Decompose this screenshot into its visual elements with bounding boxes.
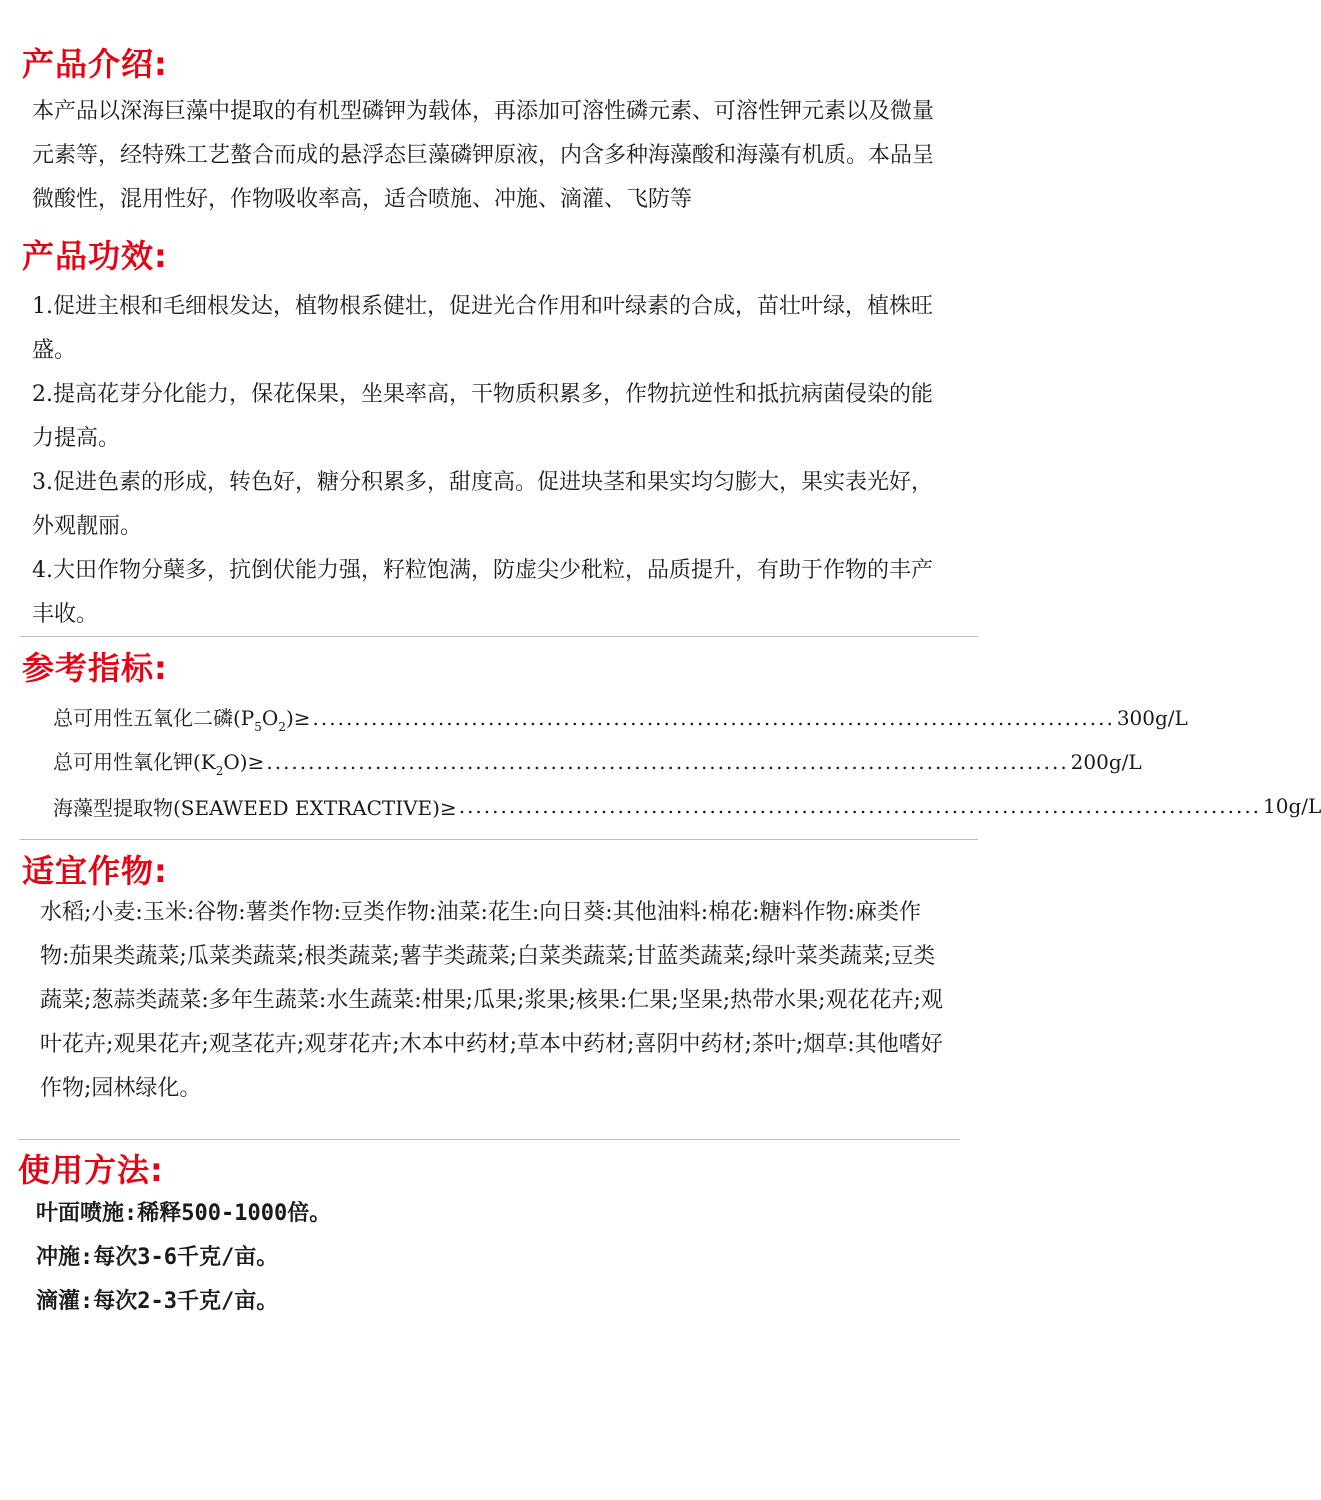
effect-item: 3.促进色素的形成，转色好，糖分积累多，甜度高。促进块茎和果实均匀膨大，果实表光好，外观靓丽。 [32,470,933,539]
divider [20,636,978,637]
spec-label: 海藻型提取物(SEAWEED EXTRACTIVE)≥ [53,795,457,820]
intro-text: 本产品以深海巨藻中提取的有机型磷钾为载体，再添加可溶性磷元素、可溶性钾元素以及微量元素等，经特殊工艺螯合而成的悬浮态巨藻磷钾原液，内含多种海藻酸和海藻有机质。本品呈微酸性，混用性好，作物吸收率高，适合喷施、冲施、滴灌、飞防等 [32,99,935,212]
section-heading-usage: 使用方法: [18,1151,164,1189]
section-heading-intro: 产品介绍: [22,45,168,83]
effect-item: 2.提高花芽分化能力，保花保果，坐果率高，干物质积累多，作物抗逆性和抵抗病菌侵染的能力提高。 [32,382,933,451]
leader-dots: ................................................................................................ [312,706,1115,730]
spec-row-phosphorus [53,696,1188,740]
divider [20,839,978,840]
spec-value: 10g/L [1263,794,1321,818]
section-heading-specs: 参考指标: [22,649,168,687]
crops-text: 水稻;小麦:玉米:谷物:薯类作物:豆类作物:油菜:花生:向日葵:其他油料:棉花:糖料作物:麻类作物:茄果类蔬菜;瓜菜类蔬菜;根类蔬菜;薯芋类蔬菜;白菜类蔬菜;甘蓝类蔬菜;绿叶菜类蔬菜;豆类蔬菜;葱蒜类蔬菜:多年生蔬菜:水生蔬菜:柑果;瓜果;浆果;核果:仁果;坚果;热带水果;观花花卉;观叶花卉;观果花卉;观茎花卉;观芽花卉;木本中药材;草本中药材;喜阴中药材;茶叶;烟草:其他嗜好作物;园林绿化。 [40,900,943,1101]
leader-dots: ................................................................................................ [266,750,1069,774]
divider [18,1139,960,1140]
spec-value: 200g/L [1070,750,1142,774]
spec-value: 300g/L [1116,706,1188,730]
usage-foliar-spray: 叶面喷施:稀释500-1000倍。 [36,1201,332,1226]
leader-dots: ................................................................................................ [458,794,1262,818]
usage-flush-application: 冲施:每次3-6千克/亩。 [36,1245,279,1270]
section-heading-crops: 适宜作物: [22,852,168,890]
spec-row-potassium [53,740,1142,784]
effect-item: 1.促进主根和毛细根发达，植物根系健壮，促进光合作用和叶绿素的合成，苗壮叶绿，植株旺盛。 [32,294,933,363]
spec-row-seaweed [53,784,1321,828]
spec-label: 总可用性氧化钾$(K_2O)\ge$ [53,750,265,778]
usage-drip-irrigation: 滴灌:每次2-3千克/亩。 [36,1289,279,1314]
section-heading-effects: 产品功效: [22,237,168,275]
spec-label: 总可用性五氧化二磷$(P_5O_2)\ge$ [53,706,311,734]
effect-item: 4.大田作物分蘖多，抗倒伏能力强，籽粒饱满，防虚尖少秕粒，品质提升，有助于作物的丰产丰收。 [32,558,933,627]
